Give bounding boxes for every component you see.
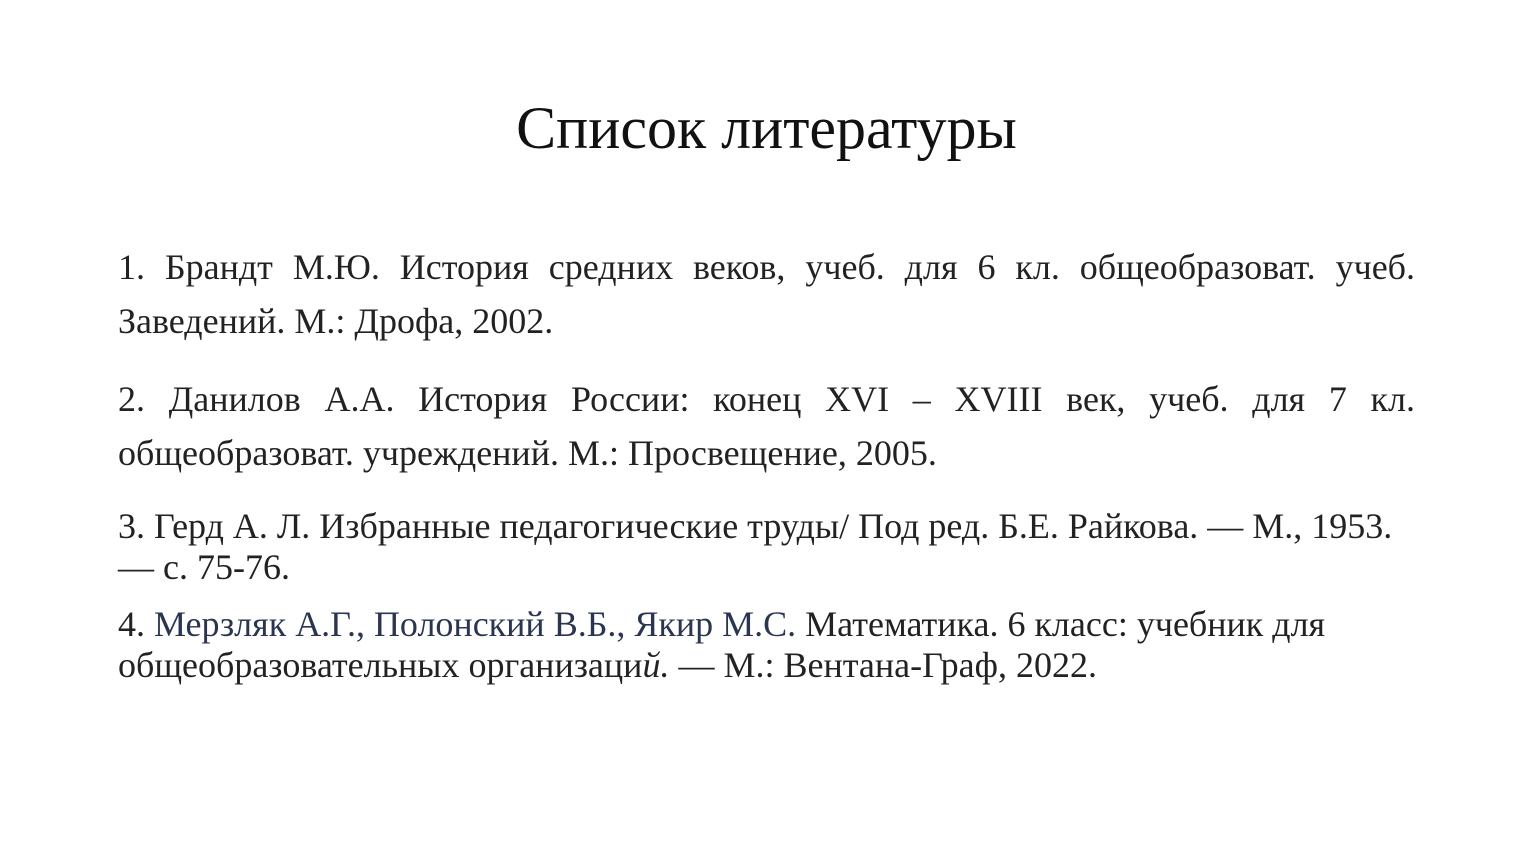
reference-item-3 — [118, 506, 1415, 588]
reference-publisher: — М.: Вентана-Граф, 2022. — [678, 645, 1097, 685]
slide-title: Список литературы — [516, 95, 1017, 161]
reference-authors: Мерзляк А.Г., Полонский В.Б., Якир М.С. — [154, 604, 797, 644]
reference-item-4 — [118, 604, 1415, 686]
reference-number: 1. — [118, 247, 145, 287]
reference-number: 2. — [118, 379, 145, 419]
reference-text: Математика. 6 класс: учебник для общеобразовательных организаци — [118, 604, 1326, 685]
reference-number: 3. — [118, 506, 145, 546]
reference-text: Данилов А.А. История России: конец XVI – XVIII век, учеб. для 7 кл. общеобразоват. учреждений. М.: Просвещение, 2005. — [118, 379, 1415, 473]
reference-item-1 — [118, 240, 1415, 348]
reference-text: Герд А. Л. Избранные педагогические труды/ Под ред. Б.Е. Райкова. — М., 1953. — с. 75-76. — [118, 506, 1393, 587]
reference-number: 4. — [118, 604, 145, 644]
reference-italic-fragment: й. — [642, 645, 670, 685]
reference-text: Брандт М.Ю. История средних веков, учеб. для 6 кл. общеобразоват. учеб. Заведений. М.: Дрофа, 2002. — [118, 247, 1416, 341]
reference-item-2 — [118, 372, 1415, 480]
